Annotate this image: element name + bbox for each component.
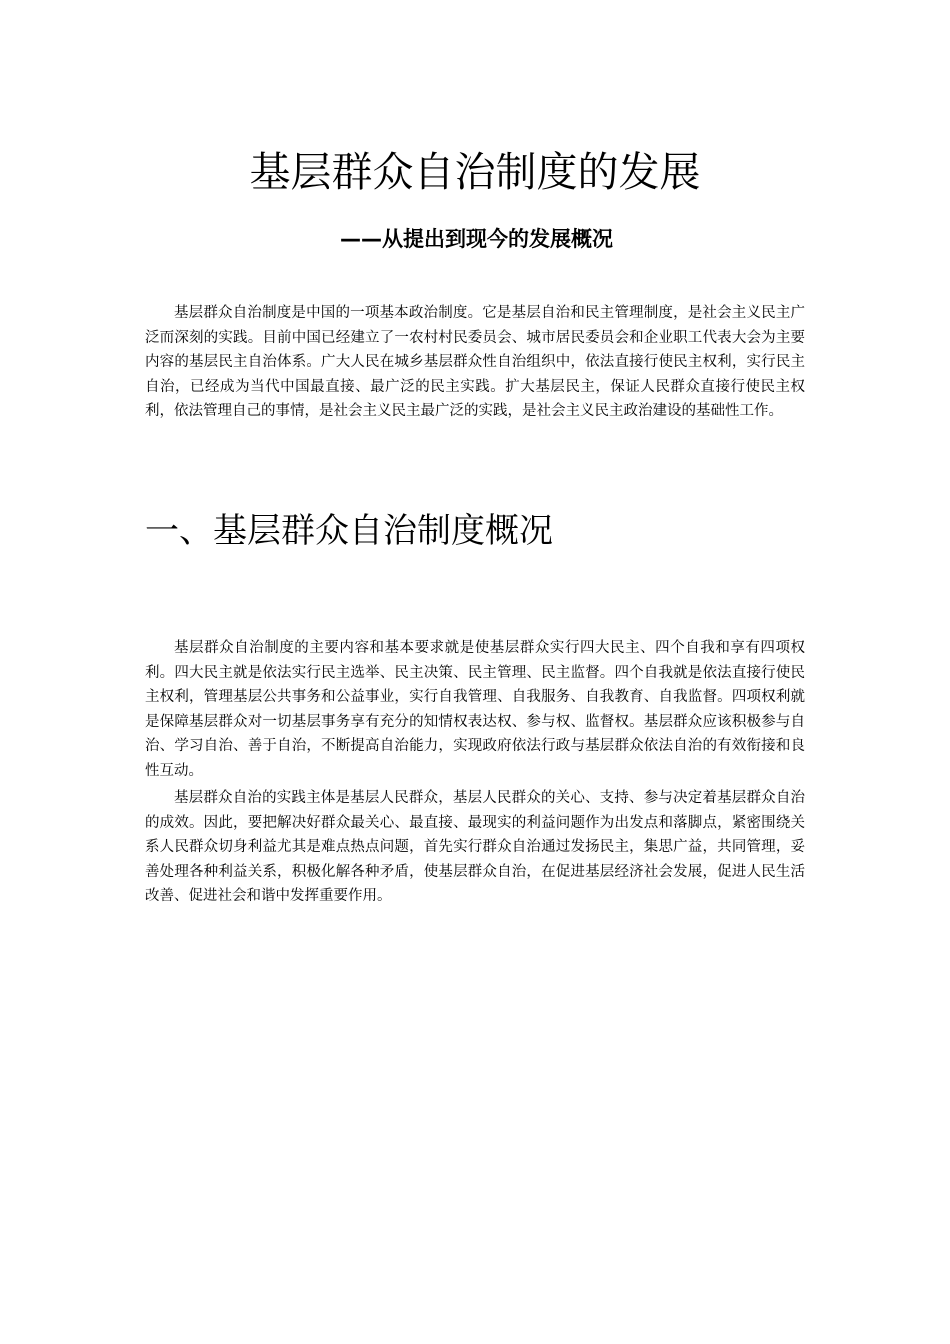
intro-paragraph: 基层群众自治制度是中国的一项基本政治制度。它是基层自治和民主管理制度，是社会主义民主广泛而深刻的实践。目前中国已经建立了一农村村民委员会、城市居民委员会和企业职工代表大会为主要内容的基层民主自治体系。广大人民在城乡基层群众性自治组织中，依法直接行使民主权利，实行民主自治，已经成为当代中国最直接、最广泛的民主实践。扩大基层民主，保证人民群众直接行使民主权利，依法管理自己的事情，是社会主义民主最广泛的实践，是社会主义民主政治建设的基础性工作。 <box>145 305 805 419</box>
section-1-paragraph-1: 基层群众自治制度的主要内容和基本要求就是使基层群众实行四大民主、四个自我和享有四项权利。四大民主就是依法实行民主选举、民主决策、民主管理、民主监督。四个自我就是依法直接行使民主权利，管理基层公共事务和公益事业，实行自我管理、自我服务、自我教育、自我监督。四项权利就是保障基层群众对一切基层事务享有充分的知情权表达权、参与权、监督权。基层群众应该积极参与自治、学习自治、善于自治，不断提高自治能力，实现政府依法行政与基层群众依法自治的有效衔接和良性互动。 <box>145 640 805 779</box>
document-title: 基层群众自治制度的发展 <box>249 148 701 196</box>
section-1-paragraph-2: 基层群众自治的实践主体是基层人民群众，基层人民群众的关心、支持、参与决定着基层群众自治的成效。因此，要把解决好群众最关心、最直接、最现实的利益问题作为出发点和落脚点，紧密围绕关系人民群众切身利益尤其是难点热点问题，首先实行群众自治通过发扬民主，集思广益，共同管理，妥善处理各种利益关系，积极化解各种矛盾，使基层群众自治，在促进基层经济社会发展，促进人民生活改善、促进社会和谐中发挥重要作用。 <box>145 790 805 904</box>
section-heading-1: 一、基层群众自治制度概况 <box>145 511 553 551</box>
document-subtitle: ——从提出到现今的发展概况 <box>340 227 613 251</box>
